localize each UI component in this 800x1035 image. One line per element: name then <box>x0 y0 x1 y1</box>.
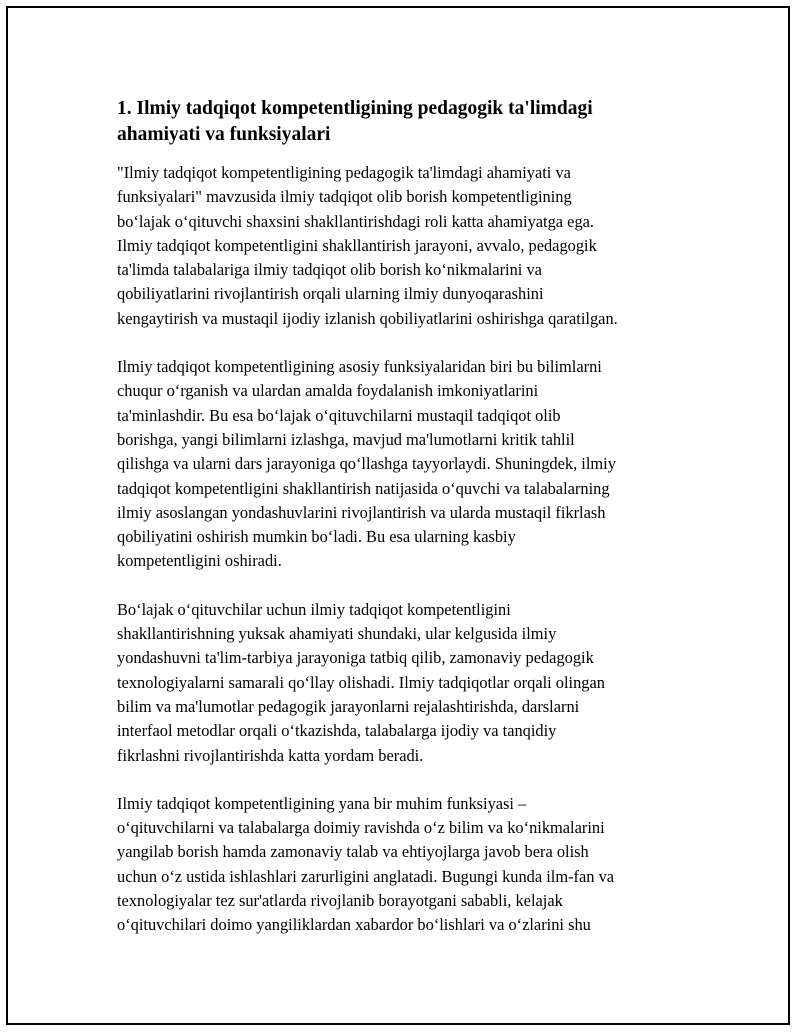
paragraph-line: bilim va ma'lumotlar pedagogik jarayonlarni rejalashtirishda, darslarni <box>117 696 580 716</box>
paragraph-line: qobiliyatini oshirish mumkin bo‘ladi. Bu esa ularning kasbiy <box>117 527 516 547</box>
paragraphs <box>117 161 687 938</box>
paragraph-line: Ilmiy tadqiqot kompetentligini shakllantirish jarayoni, avvalo, pedagogik <box>117 235 597 255</box>
document-body <box>117 96 687 962</box>
paragraph <box>117 792 687 938</box>
heading-line: ahamiyati va funksiyalari <box>117 124 331 145</box>
paragraph-line: yondashuvni ta'lim-tarbiya jarayoniga tatbiq qilib, zamonaviy pedagogik <box>117 648 594 668</box>
paragraph-line: interfaol metodlar orqali o‘tkazishda, talabalarga ijodiy va tanqidiy <box>117 721 557 741</box>
paragraph-line: kengaytirish va mustaqil ijodiy izlanish qobiliyatlarini oshirishga qaratilgan. <box>117 308 618 328</box>
paragraph-line: borishga, yangi bilimlarni izlashga, mavjud ma'lumotlarni kritik tahlil <box>117 429 575 449</box>
paragraph-line: yangilab borish hamda zamonaviy talab va ehtiyojlarga javob bera olish <box>117 842 589 862</box>
paragraph-line: o‘qituvchilari doimo yangiliklardan xabardor bo‘lishlari va o‘zlarini shu <box>117 915 591 935</box>
paragraph <box>117 598 687 768</box>
paragraph-line: chuqur o‘rganish va ulardan amalda foydalanish imkoniyatlarini <box>117 381 539 401</box>
heading-line: 1. Ilmiy tadqiqot kompetentligining pedagogik ta'limdagi <box>117 98 593 119</box>
paragraph-line: ta'limda talabalariga ilmiy tadqiqot olib borish ko‘nikmalarini va <box>117 260 542 280</box>
paragraph-line: fikrlashni rivojlantirishda katta yordam beradi. <box>117 745 424 765</box>
paragraph-line: qilishga va ularni dars jarayoniga qo‘llashga tayyorlaydi. Shuningdek, ilmiy <box>117 454 616 474</box>
paragraph-line: texnologiyalarni samarali qo‘llay olishadi. Ilmiy tadqiqotlar orqali olingan <box>117 672 605 692</box>
paragraph-line: Bo‘lajak o‘qituvchilar uchun ilmiy tadqiqot kompetentligini <box>117 599 511 619</box>
paragraph-line: Ilmiy tadqiqot kompetentligining asosiy funksiyalaridan biri bu bilimlarni <box>117 357 602 377</box>
paragraph-line: "Ilmiy tadqiqot kompetentligining pedagogik ta'limdagi ahamiyati va <box>117 163 571 182</box>
paragraph <box>117 161 687 331</box>
paragraph-line: ilmiy asoslangan yondashuvlarini rivojlantirish va ularda mustaqil fikrlash <box>117 502 606 522</box>
section-heading <box>117 96 687 148</box>
paragraph-line: kompetentligini oshiradi. <box>117 551 282 571</box>
paragraph-line: bo‘lajak o‘qituvchi shaxsini shakllantirishdagi roli katta ahamiyatga ega. <box>117 211 595 231</box>
paragraph-line: texnologiyalar tez sur'atlarda rivojlanib borayotgani sababli, kelajak <box>117 891 563 911</box>
paragraph-line: Ilmiy tadqiqot kompetentligining yana bir muhim funksiyasi – <box>117 793 527 813</box>
paragraph <box>117 355 687 574</box>
paragraph-line: uchun o‘z ustida ishlashlari zarurligini anglatadi. Bugungi kunda ilm-fan va <box>117 866 615 886</box>
paragraph-line: shakllantirishning yuksak ahamiyati shundaki, ular kelgusida ilmiy <box>117 624 557 644</box>
paragraph-line: ta'minlashdir. Bu esa bo‘lajak o‘qituvchilarni mustaqil tadqiqot olib <box>117 405 561 425</box>
paragraph-line: funksiyalari" mavzusida ilmiy tadqiqot olib borish kompetentligining <box>117 187 572 207</box>
paragraph-line: qobiliyatlarini rivojlantirish orqali ularning ilmiy dunyoqarashini <box>117 284 544 304</box>
paragraph-line: tadqiqot kompetentligini shakllantirish natijasida o‘quvchi va talabalarning <box>117 478 610 498</box>
paragraph-line: o‘qituvchilarni va talabalarga doimiy ravishda o‘z bilim va ko‘nikmalarini <box>117 818 605 838</box>
